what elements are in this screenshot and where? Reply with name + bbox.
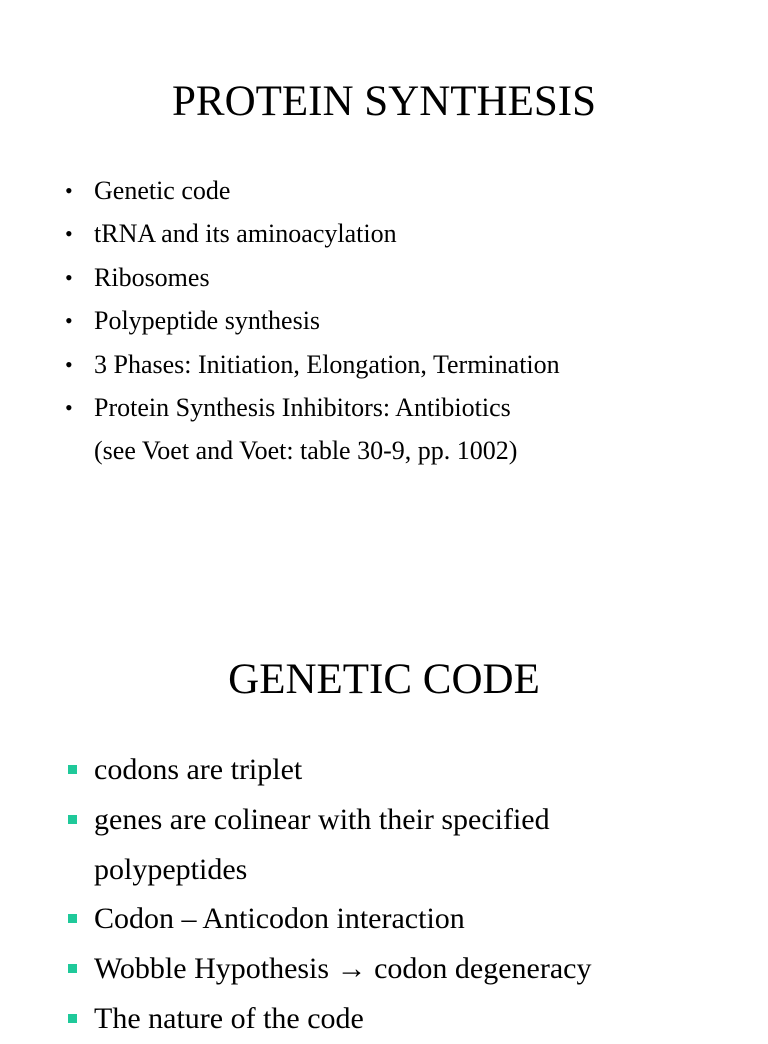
list-item-continuation: (see Voet and Voet: table 30-9, pp. 1002)	[94, 436, 518, 466]
square-bullet-icon	[68, 914, 77, 923]
square-bullet-icon	[68, 964, 77, 973]
list-item-text: 3 Phases: Initiation, Elongation, Termination	[94, 349, 560, 379]
list-item-text: Codon – Anticodon interaction	[94, 902, 465, 936]
list-item	[64, 745, 744, 795]
square-bullet-icon	[68, 1014, 77, 1023]
list-item	[64, 894, 744, 944]
list-item	[64, 343, 744, 386]
bullet-icon: •	[65, 178, 73, 203]
list-item-text: Protein Synthesis Inhibitors: Antibiotics	[94, 393, 511, 423]
list-item-text: Wobble Hypothesis → codon degeneracy	[94, 952, 592, 986]
slide-title: GENETIC CODE	[228, 656, 540, 703]
slide-title: PROTEIN SYNTHESIS	[171, 78, 597, 125]
list-item-text: Genetic code	[94, 176, 231, 205]
list-item	[64, 994, 744, 1044]
slide-genetic-code	[0, 600, 768, 1035]
list-item-text: Ribosomes	[94, 262, 210, 292]
list-item	[64, 944, 744, 994]
list-item	[64, 212, 744, 255]
list-item	[64, 795, 744, 895]
bullet-icon: •	[65, 395, 73, 421]
list-item-continuation: polypeptides	[94, 852, 248, 886]
bullet-list	[64, 745, 744, 1044]
bullet-icon: •	[65, 351, 73, 377]
square-bullet-icon	[68, 815, 77, 824]
list-item-text: genes are colinear with their specified	[94, 802, 550, 836]
list-item-text: tRNA and its aminoacylation	[94, 219, 397, 249]
square-bullet-icon	[68, 765, 77, 774]
list-item	[64, 386, 744, 473]
list-item-text: codons are triplet	[94, 753, 303, 786]
bullet-list	[64, 169, 744, 473]
bullet-icon: •	[65, 221, 73, 247]
list-item-text: The nature of the code	[94, 1001, 364, 1035]
bullet-icon: •	[65, 264, 73, 290]
list-item	[64, 299, 744, 342]
bullet-icon: •	[65, 308, 73, 334]
list-item	[64, 256, 744, 299]
list-item	[64, 169, 744, 212]
list-item-text: Polypeptide synthesis	[94, 306, 321, 336]
